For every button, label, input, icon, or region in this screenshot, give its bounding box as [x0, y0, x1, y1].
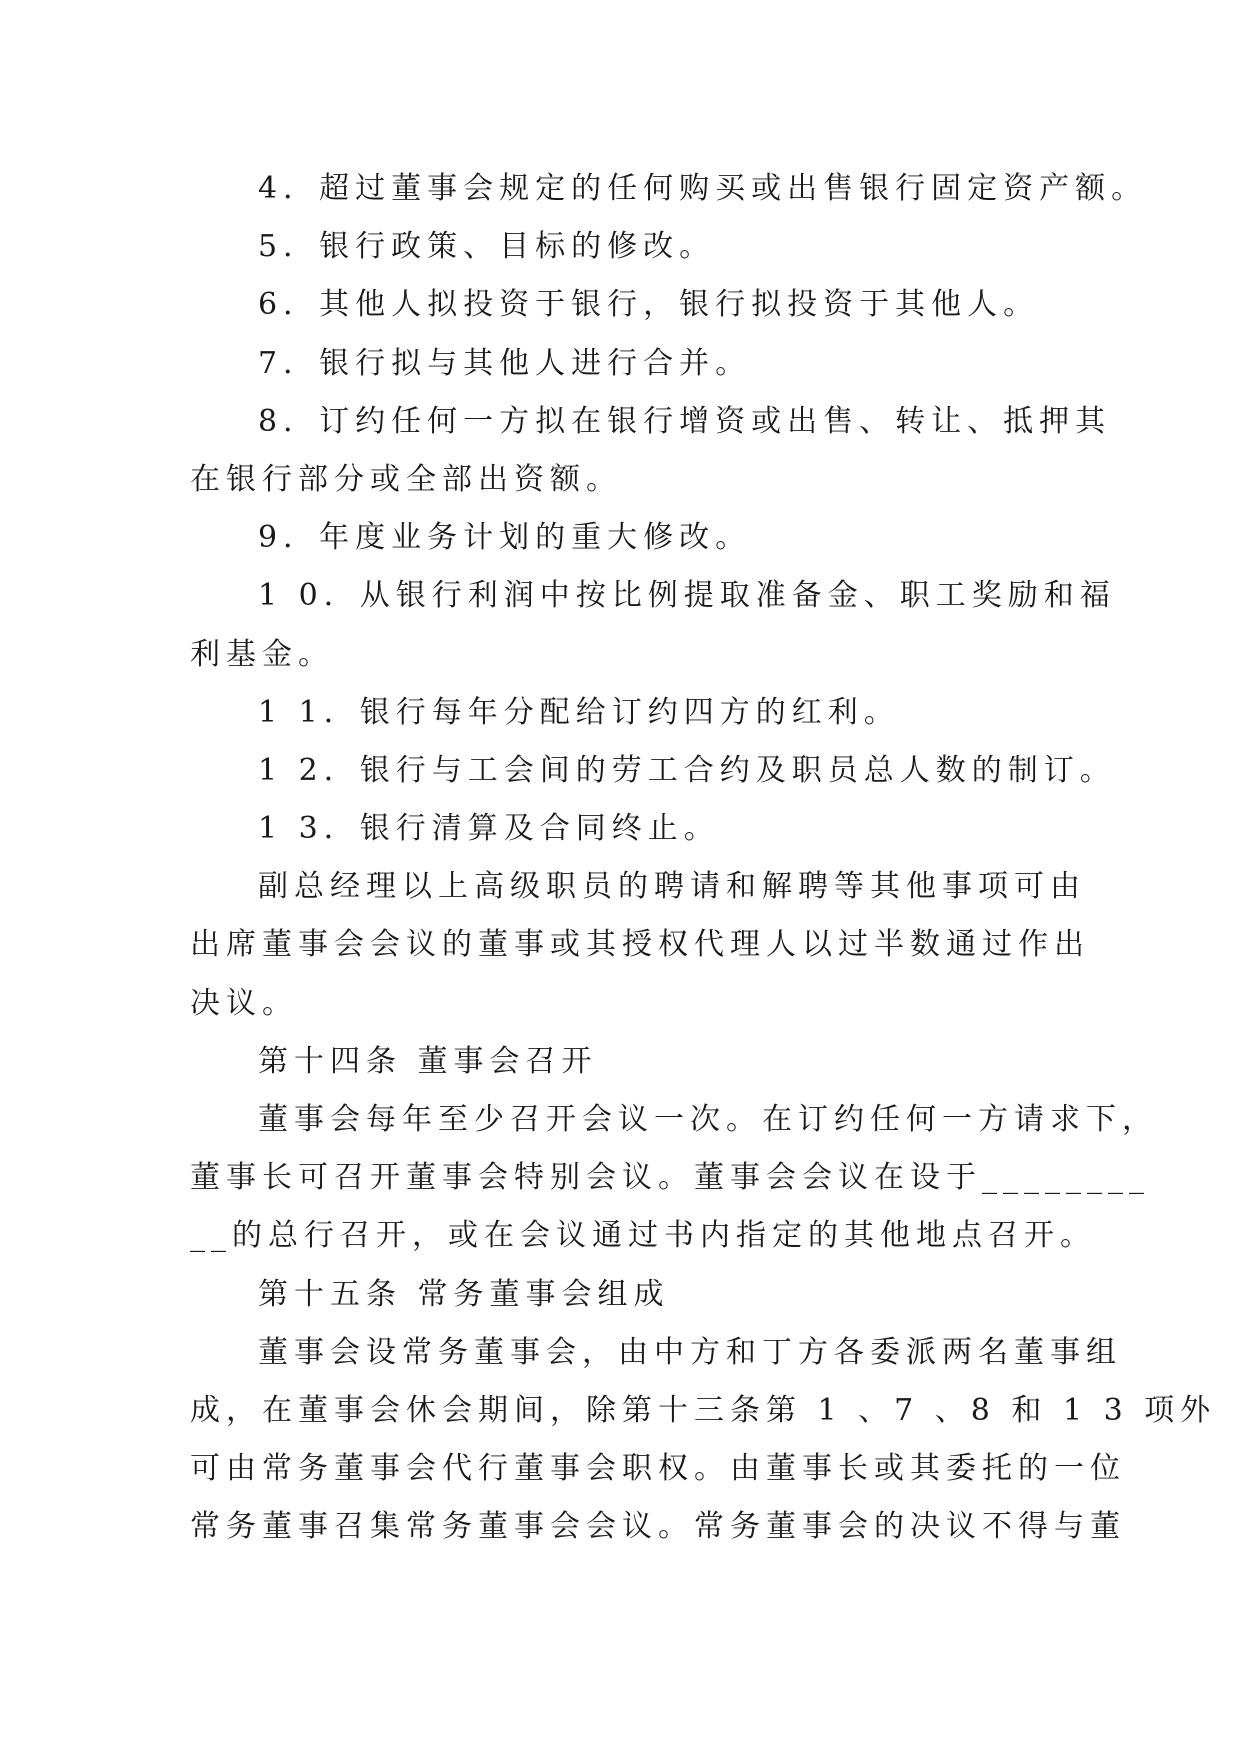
text-line: 董事会每年至少召开会议一次。在订约任何一方请求下，	[258, 1102, 1158, 1137]
text-line: 可由常务董事会代行董事会职权。由董事长或其委托的一位	[190, 1451, 1126, 1487]
text-line: __的总行召开，或在会议通过书内指定的其他地点召开。	[190, 1218, 1096, 1254]
text-line: 5．银行政策、目标的修改。	[258, 229, 716, 265]
text-line: 出席董事会会议的董事或其授权代理人以过半数通过作出	[190, 927, 1090, 963]
text-line: 1 2．银行与工会间的劳工合约及职员总人数的制订。	[258, 752, 1116, 788]
text-line: 董事会设常务董事会，由中方和丁方各委派两名董事组	[258, 1334, 1122, 1370]
text-line: 成，在董事会休会期间，除第十三条第 1 、7 、8 和 1 3 项外	[190, 1392, 1217, 1428]
text-line: 1 1．银行每年分配给订约四方的红利。	[258, 694, 900, 730]
text-line: 7．银行拟与其他人进行合并。	[258, 345, 752, 381]
section-heading: 第十五条 常务董事会组成	[258, 1276, 670, 1312]
text-line: 9．年度业务计划的重大修改。	[258, 520, 752, 556]
document-body	[190, 160, 1217, 1557]
section-heading: 第十四条 董事会召开	[258, 1043, 598, 1079]
text-line: 副总经理以上高级职员的聘请和解聘等其他事项可由	[258, 869, 1086, 905]
text-line: 在银行部分或全部出资额。	[190, 461, 622, 497]
text-line: 8．订约任何一方拟在银行增资或出售、转让、抵押其	[258, 403, 1112, 439]
text-line: 1 0．从银行利润中按比例提取准备金、职工奖励和福	[258, 578, 1116, 614]
text-line: 利基金。	[190, 636, 334, 672]
text-line: 6．其他人拟投资于银行，银行拟投资于其他人。	[258, 287, 1040, 323]
text-line: 常务董事召集常务董事会会议。常务董事会的决议不得与董	[190, 1509, 1126, 1545]
text-line: 董事长可召开董事会特别会议。董事会会议在设于________	[190, 1160, 1150, 1196]
text-line: 4．超过董事会规定的任何购买或出售银行固定资产额。	[258, 171, 1148, 206]
text-line: 决议。	[190, 985, 298, 1021]
text-line: 1 3．银行清算及合同终止。	[258, 811, 720, 847]
